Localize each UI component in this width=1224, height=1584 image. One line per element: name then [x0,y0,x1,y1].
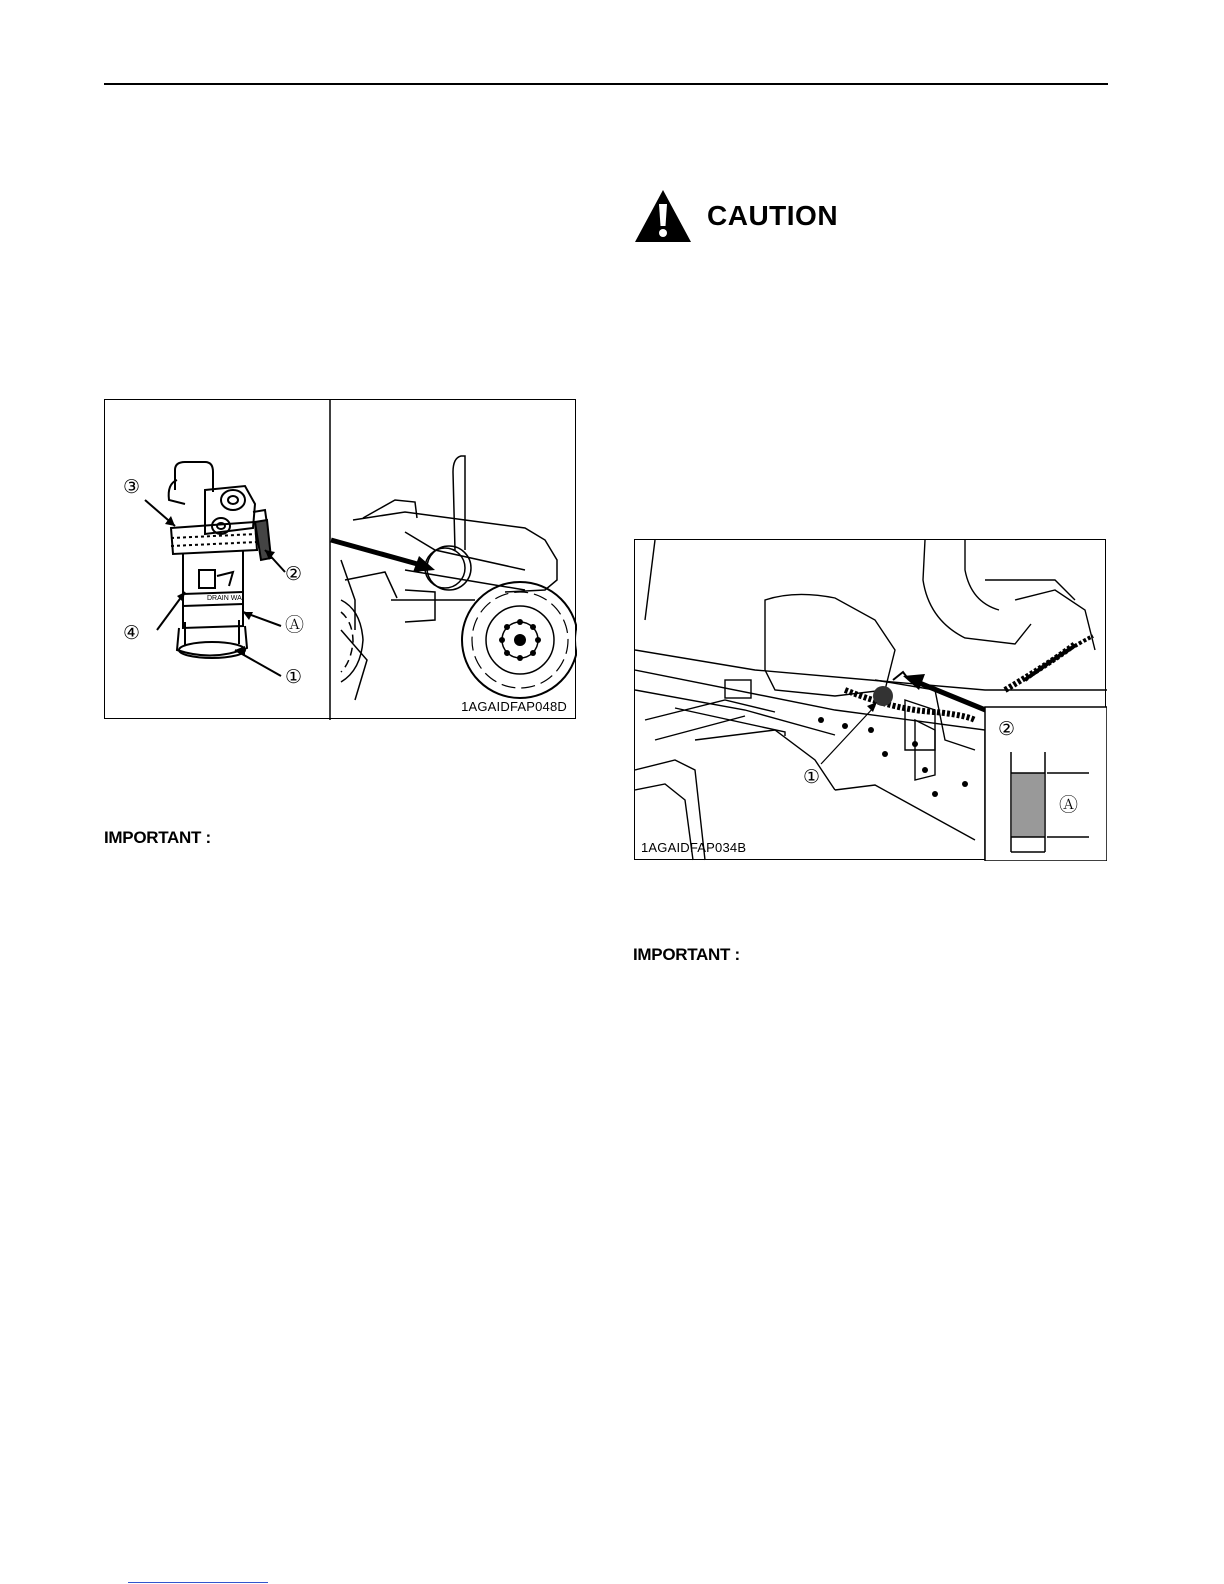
sedimenter-figure [634,539,1106,860]
callout-4: ④ [123,623,141,644]
drain-water-label: DRAIN WA [207,595,242,602]
callout-a: Ⓐ [1059,795,1079,816]
sedimenter-illustration [635,540,1107,861]
callout-1: ① [285,667,303,688]
callout-2: ② [285,564,303,585]
figure-code: 1AGAIDFAP048D [461,699,567,714]
callout-1: ① [803,767,821,788]
callout-a: Ⓐ [285,615,305,636]
callout-3: ③ [123,477,141,498]
footer-link-underline[interactable] [128,1582,268,1583]
important-note-right: IMPORTANT : [633,945,740,964]
figure-code: 1AGAIDFAP034B [641,840,747,855]
header-rule [104,83,1108,85]
callout-2: ② [998,719,1016,740]
caution-heading [633,188,838,244]
fuel-filter-illustration [105,400,577,720]
caution-label: CAUTION [707,200,839,231]
important-note-left: IMPORTANT : [104,828,211,847]
warning-triangle-icon [633,188,693,244]
fuel-filter-figure [104,399,576,719]
